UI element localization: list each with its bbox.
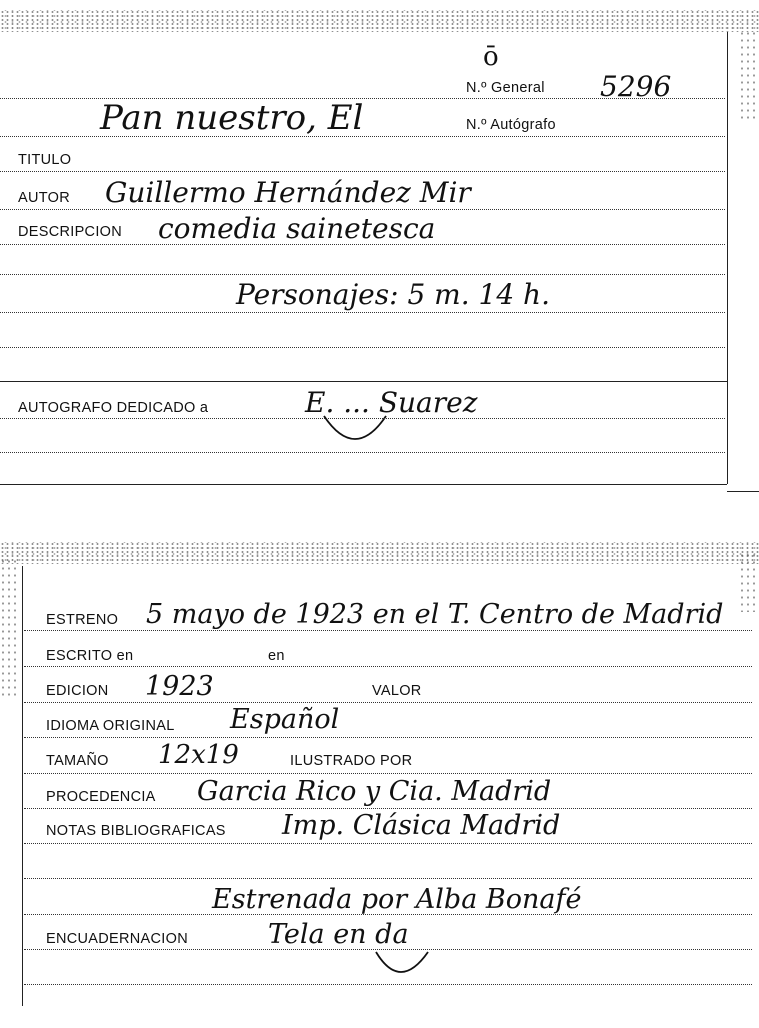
rule-line (24, 914, 752, 915)
card-bottom-border (0, 484, 727, 485)
descripcion-label: DESCRIPCION (18, 224, 123, 240)
card-left-border (22, 566, 23, 1006)
autografo-value: E. ... Suarez (305, 386, 478, 419)
scan-noise-side (0, 558, 20, 698)
procedencia-value: Garcia Rico y Cia. Madrid (197, 776, 552, 807)
notas-label: NOTAS BIBLIOGRAFICAS (46, 823, 226, 839)
rule-line (0, 452, 725, 453)
titulo-label: TITULO (18, 152, 72, 168)
escrito-en-label: en (268, 648, 285, 664)
valor-label: VALOR (372, 683, 422, 699)
punch-hole-arc (372, 948, 432, 982)
section-rule (0, 381, 727, 382)
card-edge (727, 491, 759, 492)
edicion-label: EDICION (46, 683, 109, 699)
idioma-label: IDIOMA ORIGINAL (46, 718, 175, 734)
personajes-note: Personajes: 5 m. 14 h. (236, 278, 550, 311)
numero-general-label: N.º General (466, 80, 545, 96)
escrito-label: ESCRITO en (46, 648, 134, 664)
scan-noise-top (0, 542, 759, 564)
punch-hole-arc (320, 410, 390, 450)
tamano-label: TAMAÑO (46, 753, 109, 769)
encuadernacion-value: Tela en da (268, 919, 409, 950)
rule-line (0, 171, 725, 172)
rule-line (24, 949, 752, 950)
notas-value: Imp. Clásica Madrid (282, 810, 561, 841)
titulo-handwritten: Pan nuestro, El (100, 98, 364, 138)
rule-line (24, 702, 752, 703)
rule-line (24, 773, 752, 774)
rule-line (24, 878, 752, 879)
rule-line (0, 418, 725, 419)
descripcion-value: comedia sainetesca (158, 212, 436, 245)
tamano-value: 12x19 (158, 740, 239, 770)
catalog-card-top (0, 0, 759, 500)
rule-line (0, 312, 725, 313)
edicion-value: 1923 (145, 671, 214, 702)
idioma-value: Español (230, 704, 340, 735)
rule-line (0, 244, 725, 245)
rule-line (24, 808, 752, 809)
rule-line (0, 274, 725, 275)
scan-noise-side (739, 30, 759, 120)
estreno-label: ESTRENO (46, 612, 119, 628)
encuadernacion-label: ENCUADERNACION (46, 931, 188, 947)
rule-line (24, 984, 752, 985)
rule-line (24, 843, 752, 844)
rule-line (24, 666, 752, 667)
scan-noise-side (739, 552, 759, 612)
numero-autografo-label: N.º Autógrafo (466, 117, 556, 133)
scan-noise-top (0, 10, 759, 32)
estreno-value: 5 mayo de 1923 en el T. Centro de Madrid (146, 599, 724, 630)
numero-general-value: 5296 (600, 70, 672, 103)
rule-line (24, 630, 752, 631)
rule-line (0, 209, 725, 210)
catalog-card-bottom (0, 538, 759, 1028)
card-right-border (727, 32, 728, 484)
autor-value: Guillermo Hernández Mir (105, 176, 471, 209)
rule-line (24, 737, 752, 738)
autor-label: AUTOR (18, 190, 70, 206)
rule-line (0, 136, 725, 137)
autografo-label: AUTOGRAFO DEDICADO a (18, 400, 209, 416)
rule-line (0, 347, 725, 348)
procedencia-label: PROCEDENCIA (46, 789, 156, 805)
estrenada-note: Estrenada por Alba Bonafé (212, 884, 582, 915)
card-mark: ō (483, 42, 499, 72)
ilustrado-label: ILUSTRADO POR (290, 753, 413, 769)
